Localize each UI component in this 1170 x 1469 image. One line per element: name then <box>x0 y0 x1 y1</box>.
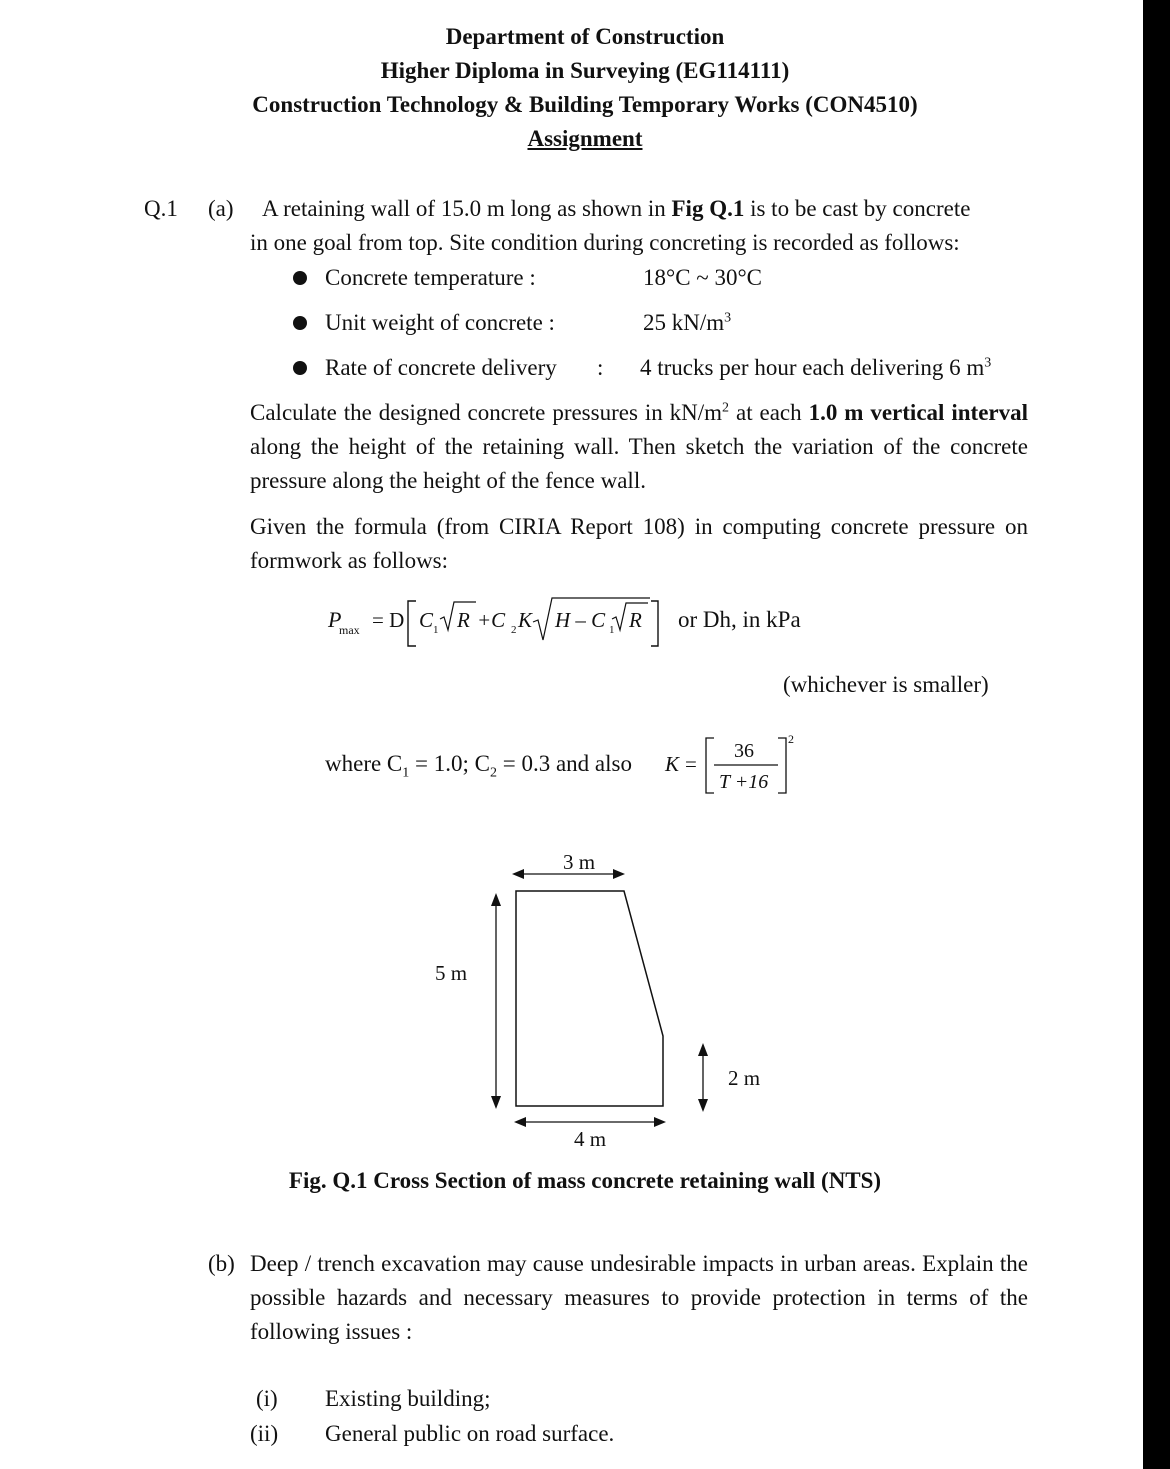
department-title: Department of Construction <box>445 24 725 49</box>
k-numerator: 36 <box>734 740 754 762</box>
where-line: where $C_1 = 1.0$; $C_2 = 0.3$ and also <box>325 751 632 781</box>
part-b-item-text: General public on road surface. <box>325 1421 615 1446</box>
dim-label-bottom: 4 m <box>574 1127 607 1151</box>
formula-k: K <box>518 608 533 632</box>
figure-caption: Fig. Q.1 Cross Section of mass concrete retaining wall (NTS) <box>288 1168 882 1193</box>
condition-colon: : <box>597 355 604 380</box>
formula-right-bracket <box>651 601 658 646</box>
formula-eq: = D <box>372 608 405 632</box>
arrowhead <box>698 1043 708 1056</box>
programme-title: Higher Diploma in Surveying (EG114111) <box>380 58 790 83</box>
arrowhead <box>512 869 524 879</box>
part-b-item-num: (ii) <box>250 1421 279 1446</box>
dim-label-left: 5 m <box>435 961 468 985</box>
formula-note: (whichever is smaller) <box>783 672 989 697</box>
condition-value: 18°C ~ 30°C <box>643 265 763 290</box>
question-number: Q.1 <box>144 196 178 221</box>
formula-h: H – C <box>555 608 606 632</box>
condition-value: 25 $kN/m^3$ <box>643 310 732 335</box>
formula-left-bracket <box>408 601 416 646</box>
k-denominator: T +16 <box>719 771 769 793</box>
fig-reference: Fig Q.1 <box>671 196 745 221</box>
k-power: 2 <box>788 732 794 746</box>
formula-alternative: or Dh, in kPa <box>678 607 801 632</box>
formula-c1b-sub: 1 <box>609 624 615 636</box>
arrowhead <box>491 893 501 906</box>
part-b-item-text: Existing building; <box>325 1386 491 1411</box>
arrowhead <box>654 1117 666 1127</box>
formula-c2-sub: 2 <box>511 624 517 636</box>
bullet <box>293 361 307 375</box>
formula-plus-c2: +C <box>477 608 506 632</box>
bullet <box>293 316 307 330</box>
part-b-label: (b) <box>208 1251 235 1276</box>
k-left-bracket <box>706 738 714 793</box>
k-formula-eq: = <box>685 752 697 776</box>
k-formula-k: K <box>665 752 680 776</box>
formula-sqrt-3 <box>612 603 648 630</box>
condition-label: Concrete temperature : <box>325 265 536 290</box>
retaining-wall-figure <box>491 869 708 1127</box>
dim-label-right: 2 m <box>728 1066 761 1090</box>
formula-p: P <box>328 607 342 632</box>
assignment-title: Assignment <box>527 126 643 151</box>
arrowhead <box>514 1117 526 1127</box>
part-a-label: (a) <box>208 196 234 221</box>
formula-p-sub: max <box>339 623 360 637</box>
k-right-bracket <box>778 738 786 793</box>
condition-value: 4 trucks per hour each delivering 6 $m^3$ <box>640 355 992 380</box>
part-b-item-num: (i) <box>256 1386 278 1411</box>
calculate-paragraph: Calculate the designed concrete pressures in $kN/m^2$ at each 1.0 m vertical interval along the height of the retaining wall. Then sketch the variation of the concrete pressure along the height of the fence wall. <box>250 400 1028 493</box>
bullet <box>293 271 307 285</box>
formula-c1: C <box>419 608 434 632</box>
condition-label: Rate of concrete delivery <box>325 355 557 380</box>
formula-sqrt-1 <box>440 602 476 630</box>
arrowhead <box>698 1099 708 1112</box>
module-title: Construction Technology & Building Temporary Works (CON4510) <box>252 92 918 117</box>
arrowhead <box>613 869 625 879</box>
dim-label-top: 3 m <box>563 850 596 874</box>
formula-r2: R <box>629 608 642 632</box>
formula-sqrt-2 <box>533 598 650 640</box>
given-paragraph: Given the formula (from CIRIA Report 108) in computing concrete pressure on formwork as follows: <box>250 514 1028 573</box>
wall-cross-section <box>516 891 663 1106</box>
formula-r: R <box>457 608 470 632</box>
formula-c1-sub: 1 <box>433 624 439 636</box>
part-a-intro-line2: in one goal from top. Site condition during concreting is recorded as follows: <box>250 230 960 255</box>
part-b-text: Deep / trench excavation may cause undesirable impacts in urban areas. Explain the possible hazards and necessary measures to provide protection in terms of the following issues : <box>250 1251 1028 1344</box>
arrowhead <box>491 1096 501 1109</box>
condition-label: Unit weight of concrete : <box>325 310 555 335</box>
part-a-intro-line1: A retaining wall of 15.0 m long as shown in Fig Q.1 is to be cast by concrete <box>262 196 971 221</box>
